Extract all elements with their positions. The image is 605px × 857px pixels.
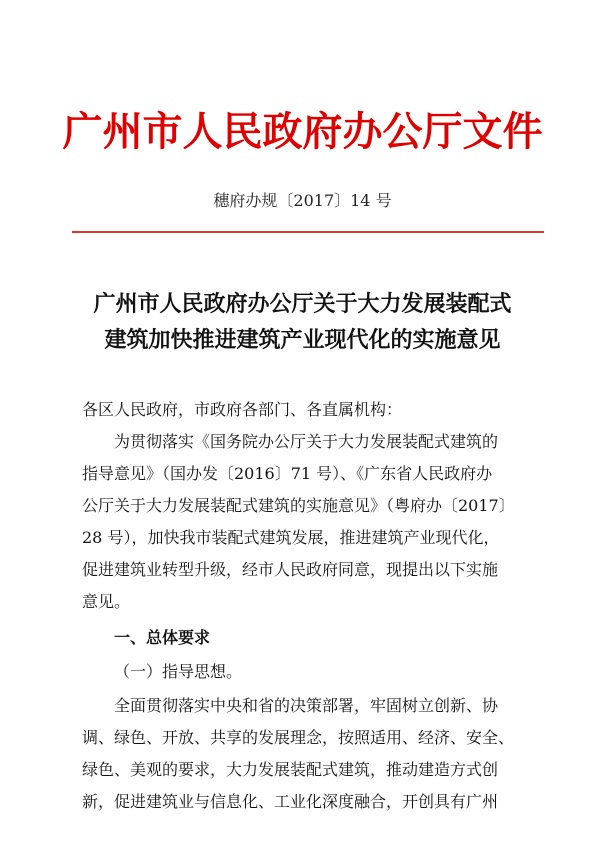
title-line-2: 建筑加快推进建筑产业现代化的实施意见	[104, 328, 501, 353]
paragraph-line: 调、绿色、开放、共享的发展理念，按照适用、经济、安全、	[82, 728, 515, 747]
paragraph-line: 指导意见》（国办发〔2016〕71 号）、《广东省人民政府办	[82, 464, 493, 483]
issuer-header: 广州市人民政府办公厅文件	[62, 108, 543, 155]
paragraph-line: 为贯彻落实《国务院办公厅关于大力发展装配式建筑的	[114, 432, 499, 451]
paragraph-line: 新，促进建筑业与信息化、工业化深度融合，开创具有广州	[82, 792, 499, 811]
document-number: 穗府办规〔2017〕14 号	[213, 191, 392, 210]
paragraph-line: 意见。	[82, 592, 131, 611]
salutation: 各区人民政府，市政府各部门、各直属机构：	[82, 400, 403, 419]
paragraph-line: 公厅关于大力发展装配式建筑的实施意见》（粤府办〔2017〕	[82, 496, 515, 515]
subsection-heading: （一）指导思想。	[114, 662, 243, 681]
section-heading: 一、总体要求	[114, 628, 211, 647]
paragraph-line: 28 号），加快我市装配式建筑发展，推进建筑产业现代化，	[82, 528, 500, 547]
paragraph-line: 促进建筑业转型升级，经市人民政府同意，现提出以下实施	[82, 560, 499, 579]
paragraph-line: 全面贯彻落实中央和省的决策部署，牢固树立创新、协	[114, 696, 499, 715]
paragraph-line: 绿色、美观的要求，大力发展装配式建筑，推动建造方式创	[82, 760, 499, 779]
document-body	[82, 0, 532, 857]
title-line-1: 广州市人民政府办公厅关于大力发展装配式	[93, 292, 512, 317]
